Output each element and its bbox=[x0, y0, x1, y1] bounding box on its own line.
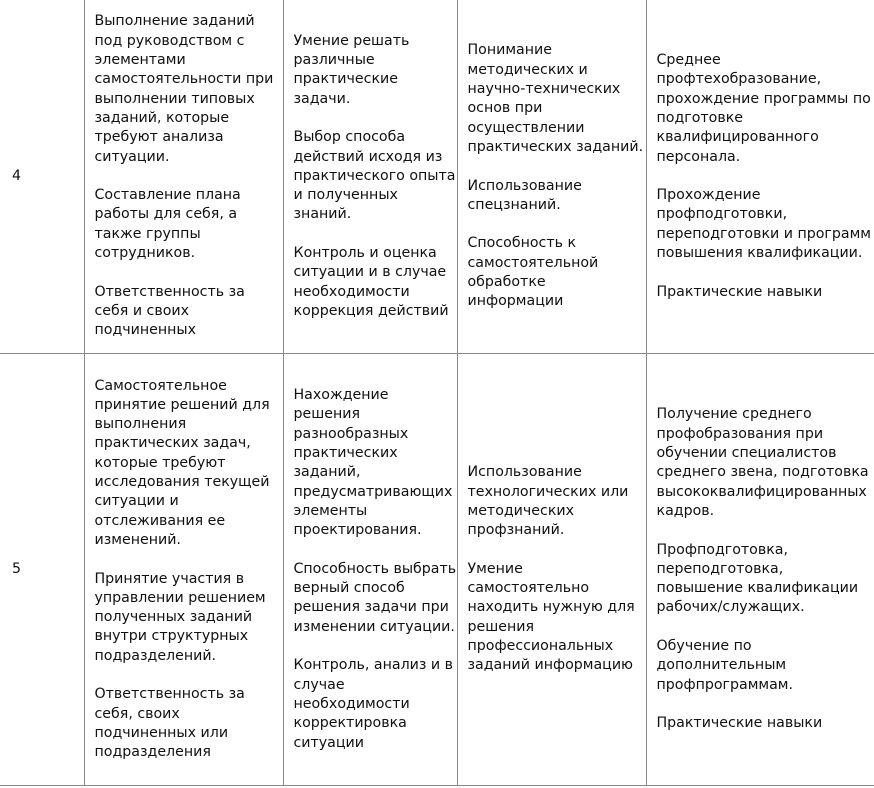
abilities-cell bbox=[283, 354, 457, 786]
cell-paragraph: Практические навыки bbox=[656, 283, 823, 300]
cell-paragraph: Понимание методических и научно-технических основ при осуществлении практических заданий. bbox=[467, 42, 644, 155]
cell-paragraph: Обучение по дополнительным профпрограммам. bbox=[656, 638, 794, 693]
cell-paragraph: Самостоятельное принятие решений для выполнения практических задач, которые требуют исследования текущей ситуации и отслеживания ее изменений. bbox=[94, 377, 270, 548]
table-row bbox=[0, 0, 874, 354]
cell-paragraph: Выбор способа действий исходя из практического опыта и полученных знаний. bbox=[293, 129, 456, 223]
cell-paragraph: Использование спецзнаний. bbox=[467, 177, 582, 213]
table-row bbox=[0, 354, 874, 786]
cell-paragraph: Контроль и оценка ситуации и в случае необходимости коррекция действий bbox=[293, 245, 449, 319]
cell-paragraph: Принятие участия в управлении решением полученных заданий внутри структурных подразделений. bbox=[94, 570, 266, 664]
cell-paragraph: Ответственность за себя и своих подчиненных bbox=[94, 283, 245, 339]
education-cell bbox=[646, 0, 874, 354]
cell-paragraph: Профподготовка, переподготовка, повышение квалификации рабочих/служащих. bbox=[656, 541, 859, 616]
cell-paragraph: Умение самостоятельно находить нужную для решения профессиональных заданий информацию bbox=[467, 560, 635, 674]
cell-paragraph: Практические навыки bbox=[656, 715, 823, 732]
knowledge-cell bbox=[457, 354, 646, 786]
skills-cell bbox=[84, 0, 283, 354]
cell-paragraph: Способность выбрать верный способ решения задачи при изменении ситуации. bbox=[293, 560, 457, 635]
skills-cell bbox=[84, 354, 283, 786]
education-cell bbox=[646, 354, 874, 786]
level-cell: 5 bbox=[0, 354, 84, 786]
abilities-cell bbox=[283, 0, 457, 354]
cell-paragraph: Среднее профтехобразование, прохождение программы по подготовке квалифицированного персонала. bbox=[656, 52, 871, 165]
cell-paragraph: Контроль, анализ и в случае необходимости корректировка ситуации bbox=[293, 657, 454, 751]
level-cell: 4 bbox=[0, 0, 84, 354]
cell-paragraph: Получение среднего профобразования при обучении специалистов среднего звена, подготовка высококвалифицированных кадров. bbox=[656, 406, 869, 519]
cell-paragraph: Ответственность за себя, своих подчиненных или подразделения bbox=[94, 686, 245, 761]
cell-paragraph: Использование технологических или методических профзнаний. bbox=[467, 464, 629, 539]
cell-paragraph: Составление плана работы для себя, а также группы сотрудников. bbox=[94, 187, 241, 262]
cell-paragraph: Способность к самостоятельной обработке информации bbox=[467, 235, 599, 310]
cell-paragraph: Нахождение решения разнообразных практических заданий, предусматривающих элементы проектирования. bbox=[293, 387, 453, 539]
cell-paragraph: Умение решать различные практические задачи. bbox=[293, 32, 410, 107]
cell-paragraph: Выполнение заданий под руководством с элементами самостоятельности при выполнении типовых заданий, которые требуют анализа ситуации. bbox=[94, 13, 274, 165]
cell-paragraph: Прохождение профподготовки, переподготовки и программ повышения квалификации. bbox=[656, 187, 871, 262]
knowledge-cell bbox=[457, 0, 646, 354]
